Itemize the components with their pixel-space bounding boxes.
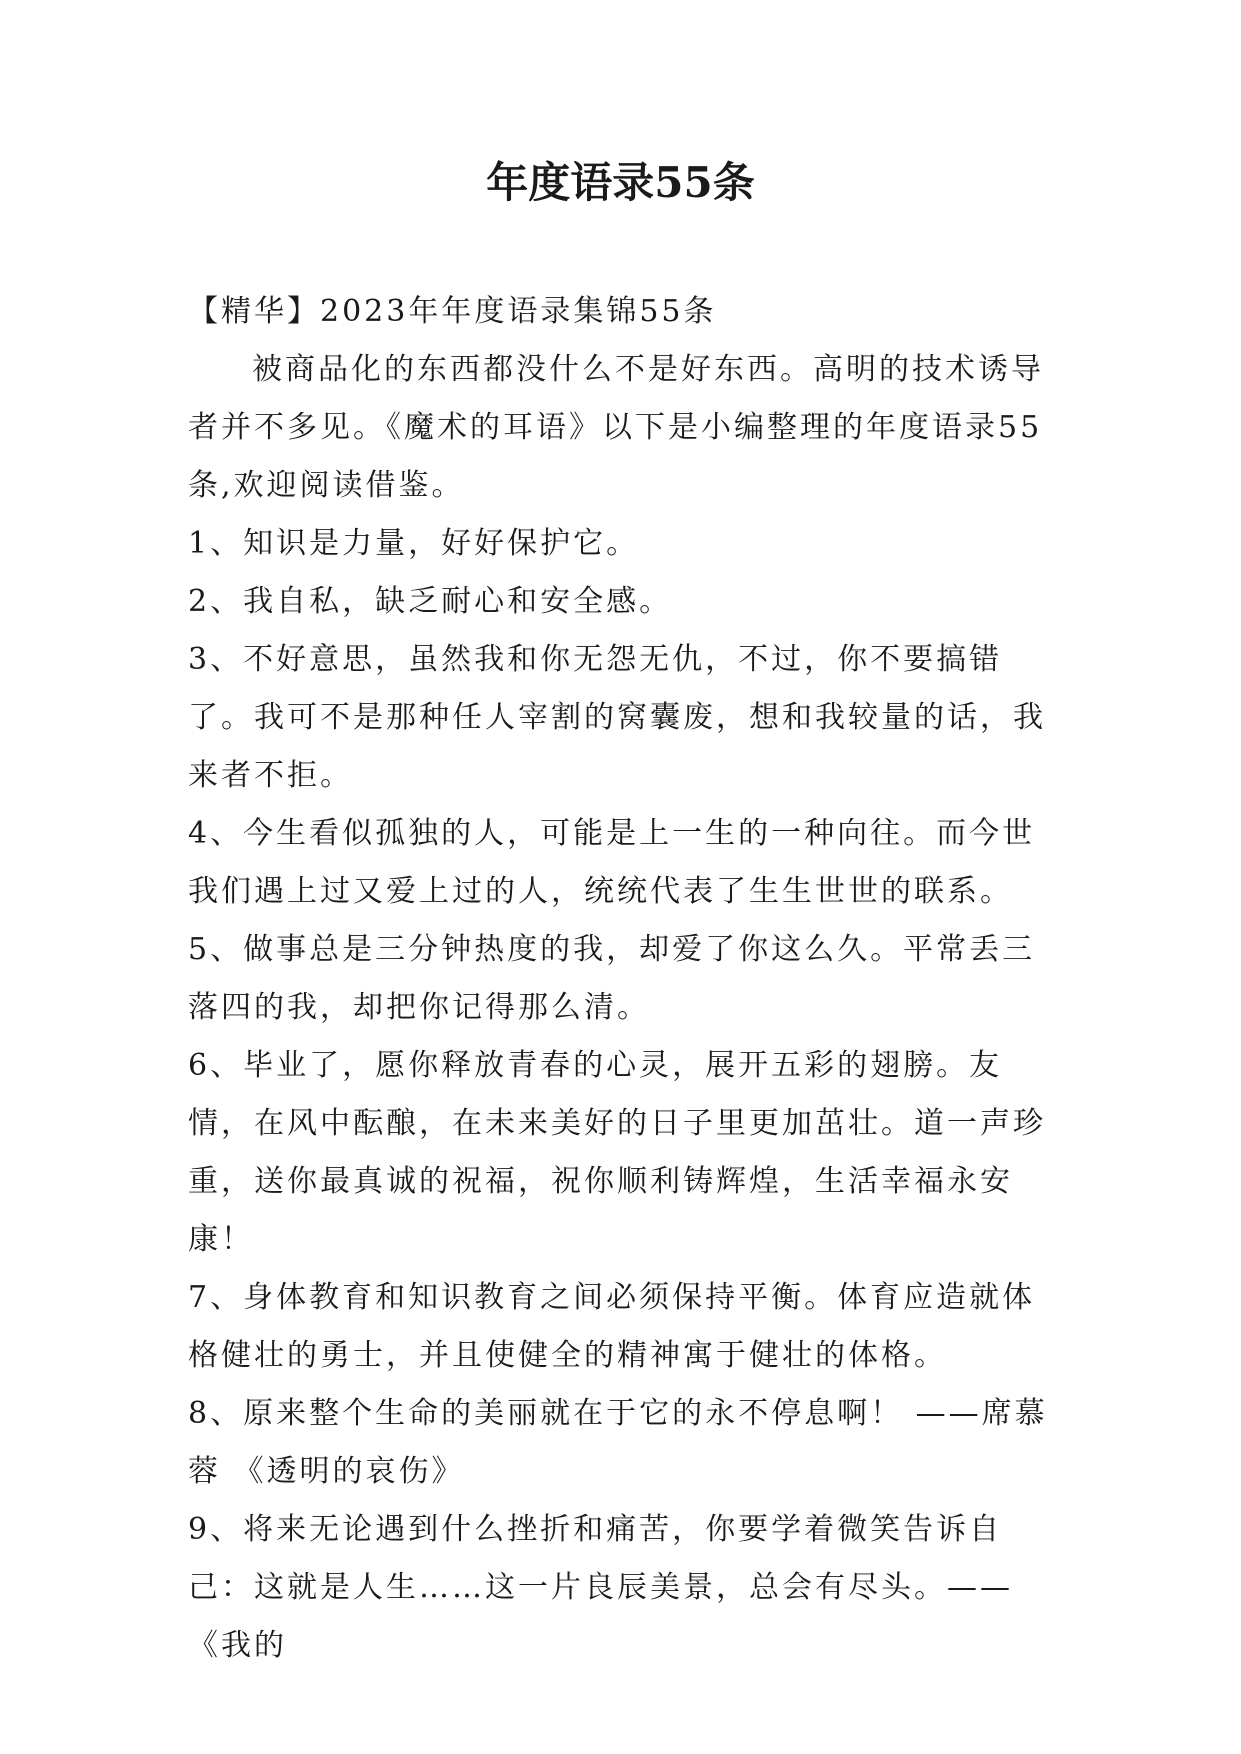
list-item: 7、身体教育和知识教育之间必须保持平衡。体育应造就体格健壮的勇士，并且使健全的精神寓于健壮的体格。: [188, 1280, 1036, 1373]
list-item: 3、不好意思，虽然我和你无怨无仇，不过，你不要搞错了。我可不是那种任人宰割的窝囊废，想和我较量的话，我来者不拒。: [188, 642, 1046, 793]
list-item: 5、做事总是三分钟热度的我，却爱了你这么久。平常丢三落四的我，却把你记得那么清。: [188, 932, 1036, 1025]
list-item: 4、今生看似孤独的人，可能是上一生的一种向往。而今世我们遇上过又爱上过的人，统统代表了生生世世的联系。: [188, 816, 1036, 909]
page-title: 年度语录55条: [486, 158, 755, 207]
intro-paragraph: 被商品化的东西都没什么不是好东西。高明的技术诱导者并不多见。《魔术的耳语》以下是小编整理的年度语录55条,欢迎阅读借鉴。: [188, 352, 1044, 503]
list-item: 9、将来无论遇到什么挫折和痛苦，你要学着微笑告诉自己：这就是人生……这一片良辰美景，总会有尽头。——《我的: [188, 1512, 1013, 1663]
document-body: [188, 283, 1068, 1675]
subtitle: 【精华】2023年年度语录集锦55条: [188, 294, 717, 329]
list-item: 1、知识是力量，好好保护它。: [188, 526, 640, 561]
list-item: 2、我自私，缺乏耐心和安全感。: [188, 584, 673, 619]
list-item: 8、原来整个生命的美丽就在于它的永不停息啊！ ——席慕蓉 《透明的哀伤》: [188, 1396, 1048, 1489]
list-item: 6、毕业了，愿你释放青春的心灵，展开五彩的翅膀。友情，在风中酝酿，在未来美好的日子里更加茁壮。道一声珍重，送你最真诚的祝福，祝你顺利铸辉煌，生活幸福永安康！: [188, 1048, 1046, 1257]
